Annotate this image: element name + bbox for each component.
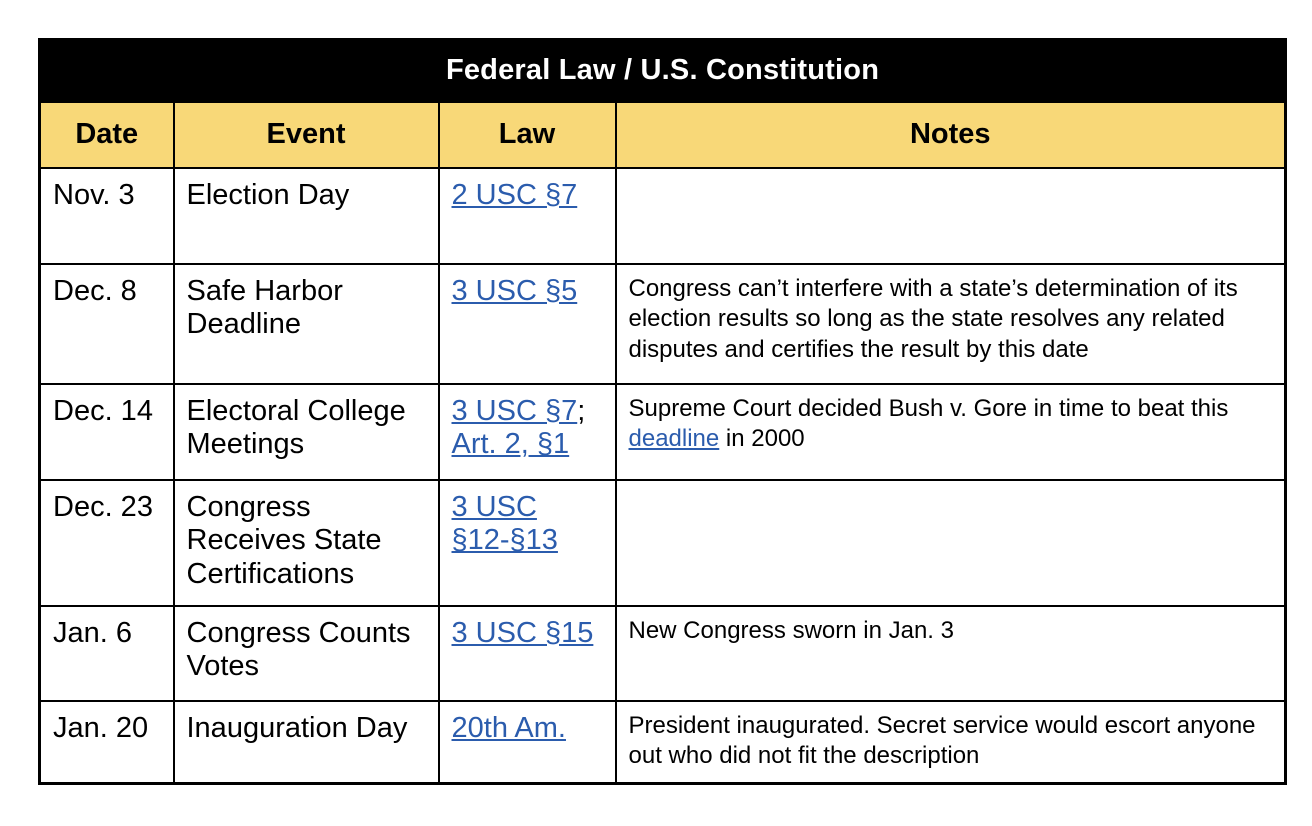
table-title: Federal Law / U.S. Constitution bbox=[40, 40, 1286, 102]
note-text: President inaugurated. Secret service would escort anyone out who did not fit the description bbox=[628, 711, 1256, 770]
table-row bbox=[40, 264, 1286, 384]
notes-cell bbox=[616, 701, 1286, 784]
note-text: Supreme Court decided Bush v. Gore in time to beat this bbox=[628, 394, 1229, 422]
law-link[interactable]: 3 USC §5 bbox=[451, 274, 578, 307]
law-cell bbox=[439, 480, 616, 606]
date-cell: Dec. 8 bbox=[40, 264, 174, 384]
notes-cell bbox=[616, 480, 1286, 606]
note-text: Congress can’t interfere with a state’s determination of its election results so long as the state resolves any related disputes and certifies the result by this date bbox=[628, 274, 1238, 364]
law-cell bbox=[439, 701, 616, 784]
event-cell: Electoral College Meetings bbox=[174, 384, 439, 480]
law-text: ; bbox=[577, 394, 586, 427]
col-header-event: Event bbox=[174, 102, 439, 168]
law-link[interactable]: 20th Am. bbox=[451, 711, 566, 744]
date-cell: Dec. 14 bbox=[40, 384, 174, 480]
notes-cell bbox=[616, 264, 1286, 384]
federal-law-table bbox=[38, 38, 1287, 785]
law-cell bbox=[439, 384, 616, 480]
table-row bbox=[40, 480, 1286, 606]
col-header-law: Law bbox=[439, 102, 616, 168]
notes-cell bbox=[616, 168, 1286, 264]
note-link[interactable]: deadline bbox=[628, 425, 720, 453]
note-text: in 2000 bbox=[719, 425, 805, 453]
law-link[interactable]: 3 USC §15 bbox=[451, 616, 594, 649]
notes-cell bbox=[616, 606, 1286, 701]
col-header-date: Date bbox=[40, 102, 174, 168]
table-row bbox=[40, 606, 1286, 701]
law-cell bbox=[439, 606, 616, 701]
event-cell: Congress Counts Votes bbox=[174, 606, 439, 701]
notes-cell bbox=[616, 384, 1286, 480]
note-text: New Congress sworn in Jan. 3 bbox=[628, 616, 954, 644]
event-cell: Congress Receives State Certifications bbox=[174, 480, 439, 606]
event-cell: Election Day bbox=[174, 168, 439, 264]
law-link[interactable]: 3 USC §12-§13 bbox=[451, 490, 558, 557]
col-header-notes: Notes bbox=[616, 102, 1286, 168]
table-row bbox=[40, 701, 1286, 784]
table-row bbox=[40, 384, 1286, 480]
event-cell: Safe Harbor Deadline bbox=[174, 264, 439, 384]
law-cell bbox=[439, 168, 616, 264]
law-link[interactable]: Art. 2, §1 bbox=[451, 428, 570, 461]
law-link[interactable]: 3 USC §7 bbox=[451, 394, 578, 427]
law-cell bbox=[439, 264, 616, 384]
date-cell: Nov. 3 bbox=[40, 168, 174, 264]
table-body bbox=[40, 168, 1286, 784]
title-row bbox=[40, 40, 1286, 102]
column-header-row bbox=[40, 102, 1286, 168]
law-link[interactable]: 2 USC §7 bbox=[451, 178, 578, 211]
event-cell: Inauguration Day bbox=[174, 701, 439, 784]
date-cell: Jan. 6 bbox=[40, 606, 174, 701]
date-cell: Jan. 20 bbox=[40, 701, 174, 784]
table-row bbox=[40, 168, 1286, 264]
date-cell: Dec. 23 bbox=[40, 480, 174, 606]
